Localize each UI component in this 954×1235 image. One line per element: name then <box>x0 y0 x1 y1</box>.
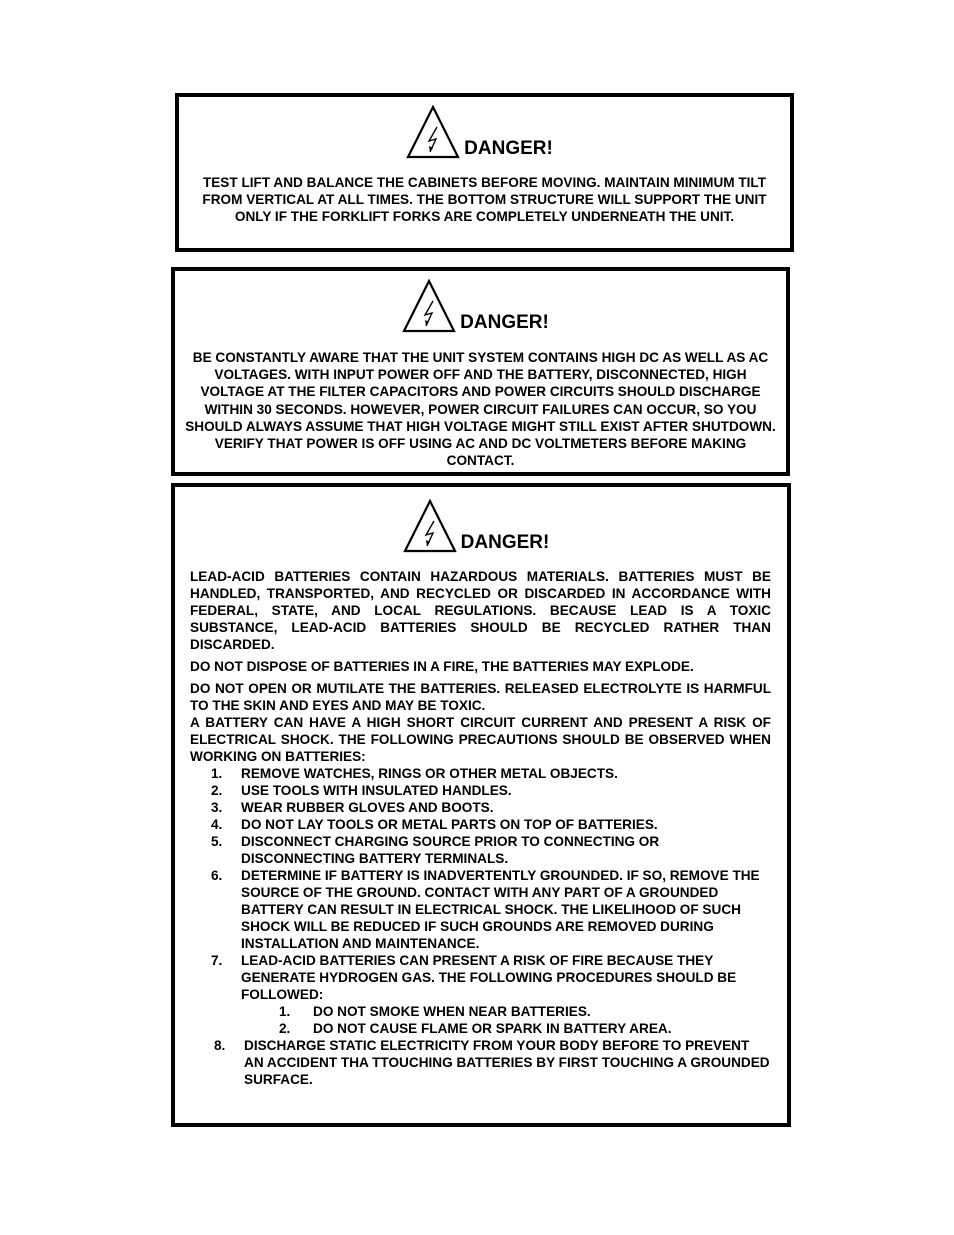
precautions-list <box>175 765 787 1088</box>
list-item: 4. DO NOT LAY TOOLS OR METAL PARTS ON TOP OF BATTERIES. <box>211 817 658 832</box>
danger-header <box>169 97 790 159</box>
high-voltage-warning-icon <box>402 279 456 333</box>
list-item: 1. REMOVE WATCHES, RINGS OR OTHER METAL OBJECTS. <box>211 766 618 781</box>
paragraph-fire: DO NOT DISPOSE OF BATTERIES IN A FIRE, THE BATTERIES MAY EXPLODE. <box>190 659 694 674</box>
high-voltage-warning-icon <box>406 105 460 159</box>
danger-title: DANGER! <box>460 532 550 553</box>
danger-title: DANGER! <box>464 138 553 159</box>
list-item: 2. USE TOOLS WITH INSULATED HANDLES. <box>211 783 512 798</box>
paragraph-short-circuit: A BATTERY CAN HAVE A HIGH SHORT CIRCUIT CURRENT AND PRESENT A RISK OF ELECTRICAL SHOCK. THE FOLLOWING PRECAUTIONS SHOULD BE OBSERVED WHEN WORKING ON BATTERIES: <box>190 715 771 764</box>
list-item: 7. LEAD-ACID BATTERIES CAN PRESENT A RISK OF FIRE BECAUSE THEY GENERATE HYDROGEN GAS. THE FOLLOWING PROCEDURES SHOULD BE FOLLOWED: 1. DO NOT SMOKE WHEN NEAR BATTERIES. 2. DO NOT CAUSE FLAME OR SPARK IN BATTERY AREA. <box>175 952 771 1037</box>
danger-title: DANGER! <box>460 312 549 333</box>
list-item: 8. DISCHARGE STATIC ELECTRICITY FROM YOUR BODY BEFORE TO PREVENT AN ACCIDENT THA TTOUCHING BATTERIES BY FIRST TOUCHING A GROUNDED SURFACE. <box>214 1038 770 1087</box>
list-item: 5. DISCONNECT CHARGING SOURCE PRIOR TO CONNECTING OR DISCONNECTING BATTERY TERMINALS. <box>211 834 660 866</box>
danger-box-forklift <box>175 93 794 252</box>
paragraph-electrolyte: DO NOT OPEN OR MUTILATE THE BATTERIES. RELEASED ELECTROLYTE IS HARMFUL TO THE SKIN AND EYES AND MAY BE TOXIC. <box>190 681 771 713</box>
danger-header <box>165 271 786 333</box>
sublist-item: 2. DO NOT CAUSE FLAME OR SPARK IN BATTERY AREA. <box>279 1021 672 1036</box>
high-voltage-warning-icon <box>403 499 457 553</box>
list-item: 3. WEAR RUBBER GLOVES AND BOOTS. <box>211 800 494 815</box>
list-item: 6. DETERMINE IF BATTERY IS INADVERTENTLY GROUNDED. IF SO, REMOVE THE SOURCE OF THE GROUND. CONTACT WITH ANY PART OF A GROUNDED BATTERY CAN RESULT IN ELECTRICAL SHOCK. THE LIKELIHOOD OF SUCH SHOCK WILL BE REDUCED IF SUCH GROUNDS ARE REMOVED DURING INSTALLATION AND MAINTENANCE. <box>211 868 760 951</box>
danger-header <box>165 487 787 553</box>
danger-text: TEST LIFT AND BALANCE THE CABINETS BEFORE MOVING. MAINTAIN MINIMUM TILT FROM VERTICAL AT ALL TIMES. THE BOTTOM STRUCTURE WILL SUPPORT THE UNIT ONLY IF THE FORKLIFT FORKS ARE COMPLETELY UNDERNEATH THE UNIT. <box>202 175 767 225</box>
danger-text: BE CONSTANTLY AWARE THAT THE UNIT SYSTEM CONTAINS HIGH DC AS WELL AS AC VOLTAGES. WITH INPUT POWER OFF AND THE BATTERY, DISCONNECTED, HIGH VOLTAGE AT THE FILTER CAPACITORS AND POWER CIRCUITS SHOULD DISCHARGE WITHIN 30 SECONDS. HOWEVER, POWER CIRCUIT FAILURES CAN OCCUR, SO YOU SHOULD ALWAYS ASSUME THAT HIGH VOLTAGE MIGHT STILL EXIST AFTER SHUTDOWN. VERIFY THAT POWER IS OFF USING AC AND DC VOLTMETERS BEFORE MAKING CONTACT. <box>185 350 776 469</box>
danger-box-batteries <box>171 483 791 1127</box>
paragraph-hazardous-materials: LEAD-ACID BATTERIES CONTAIN HAZARDOUS MATERIALS. BATTERIES MUST BE HANDLED, TRANSPORTED, AND RECYCLED OR DISCARDED IN ACCORDANCE WITH FEDERAL, STATE, AND LOCAL REGULATIONS. BECAUSE LEAD IS A TOXIC SUBSTANCE, LEAD-ACID BATTERIES SHOULD BE RECYCLED RATHER THAN DISCARDED. <box>190 569 771 652</box>
danger-box-high-voltage <box>171 267 790 476</box>
sublist-item: 1. DO NOT SMOKE WHEN NEAR BATTERIES. <box>279 1004 591 1019</box>
fire-procedures-sublist <box>241 1003 771 1037</box>
